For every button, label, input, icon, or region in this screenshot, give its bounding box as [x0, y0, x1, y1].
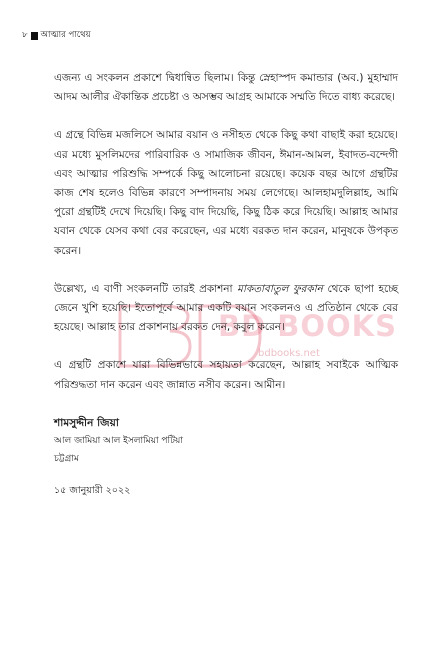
watermark-url: bdbooks.net	[258, 348, 320, 359]
author-institution: আল জামিয়া আল ইসলামিয়া পটিয়া	[54, 435, 183, 446]
watermark-brand: BD BOOKS	[218, 309, 398, 343]
preface-body	[54, 69, 398, 500]
signature-block	[54, 414, 398, 500]
paragraph-4: এ গ্রন্থটি প্রকাশে যারা বিভিন্নভাবে সহায়তা করেছেন, আল্লাহ সবাইকে আত্মিক পরিশুদ্ধতা দান করেন এবং জান্নাত নসীব করেন। আমীন।	[54, 359, 398, 391]
running-header	[22, 30, 91, 41]
publisher-name: মাকতাবাতুল ফুরকান	[237, 282, 323, 295]
signature-date: ১৫ জানুয়ারী ২০২২	[54, 484, 131, 496]
paragraph-3	[54, 280, 398, 338]
header-marker-icon	[31, 32, 38, 40]
author-city: চট্টগ্রাম	[54, 453, 79, 464]
paragraph-3-after: থেকে ছাপা হচ্ছে জেনে খুশি হয়েছি। ইতোপূর্বে আমার একটি বয়ান সংকলনও এ প্রতিষ্ঠান থেকে বের হয়েছে। আল্লাহ তার প্রকাশনায় বরকত দেন, কবুল করেন।	[54, 282, 398, 334]
paragraph-2: এ গ্রন্থে বিভিন্ন মজলিসে আমার বয়ান ও নসীহত থেকে কিছু কথা বাছাই করা হয়েছে। এর মধ্যে মুসলিমদের পারিবারিক ও সামাজিক জীবন, ঈমান-আমল, ইবাদত-বন্দেগী এবং আত্মার পরিশুদ্ধি সম্পর্কে কিছু আলোচনা রয়েছে। কয়েক বছর আগে গ্রন্থটির কাজ শেষ হলেও বিভিন্ন কারণে সম্পাদনায় সময় লেগেছে। আলহামদুলিল্লাহ, আমি পুরো গ্রন্থটিই দেখে দিয়েছি। কিছু বাদ দিয়েছি, কিছু ঠিক করে দিয়েছি। আল্লাহ আমার যবান থেকে যেসব কথা বের করেছেন, এর মধ্যে বরকত দান করেন, মানুষকে উপকৃত করেন।	[54, 129, 398, 257]
author-name: শামসুদ্দীন জিয়া	[54, 416, 119, 429]
book-title: আত্মার পাথেয়	[40, 30, 91, 40]
paragraph-3-before: উল্লেখ্য, এ বাণী সংকলনটি তারই প্রকাশনা	[54, 282, 238, 295]
page-number: ৮	[22, 30, 28, 40]
paragraph-1: এজন্য এ সংকলন প্রকাশে দ্বিধান্বিত ছিলাম। কিন্তু স্নেহাস্পদ কমান্ডার (অব.) মুহাম্মাদ আদম আলীর ঐকান্তিক প্রচেষ্টা ও অসম্ভব আগ্রহ আমাকে সম্মতি দিতে বাধ্য করেছে।	[54, 72, 398, 104]
